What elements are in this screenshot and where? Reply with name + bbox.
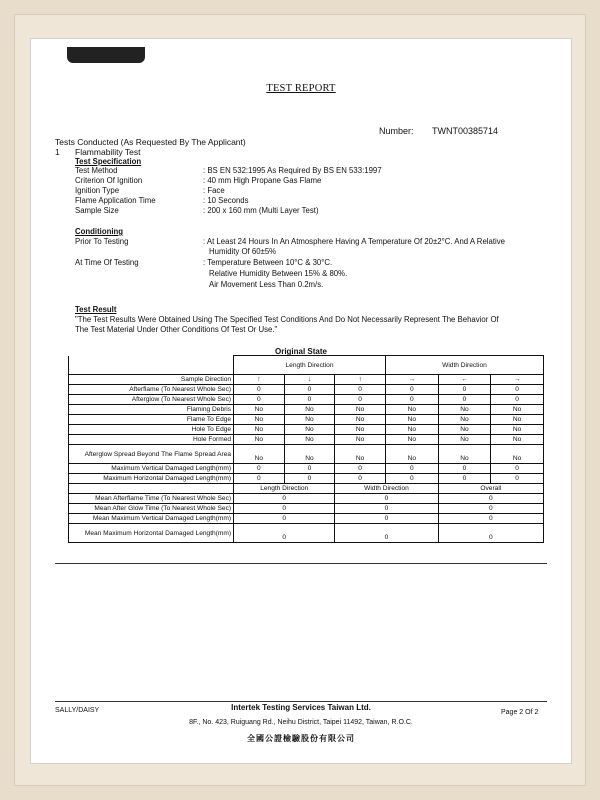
value-cell: 0	[438, 395, 491, 405]
summary-header: Length Direction	[234, 484, 335, 494]
value-cell: No	[234, 425, 285, 435]
value-cell: No	[335, 435, 386, 445]
value-cell: No	[335, 425, 386, 435]
value-cell: No	[234, 415, 285, 425]
document-page	[30, 38, 572, 764]
table-row	[69, 425, 544, 435]
value-cell: No	[438, 405, 491, 415]
spec-label: Ignition Type	[75, 186, 120, 195]
row-label: Maximum Vertical Damaged Length(mm)	[69, 464, 234, 474]
value-cell: 0	[335, 395, 386, 405]
value-cell: No	[284, 415, 335, 425]
value-cell: 0	[234, 464, 285, 474]
divider	[55, 701, 547, 702]
page-number: Page 2 Of 2	[501, 709, 539, 716]
table-row	[69, 375, 544, 385]
arrow-cell: ↑	[335, 375, 386, 385]
spec-value: : Face	[203, 186, 225, 195]
value-cell: No	[335, 445, 386, 464]
value-cell: 0	[438, 464, 491, 474]
cond-time-text: Air Movement Less Than 0.2m/s.	[209, 280, 324, 289]
value-cell: 0	[438, 504, 543, 514]
result-line: The Test Material Under Other Conditions Of Test Or Use."	[75, 325, 278, 334]
number-label: Number:	[379, 126, 414, 136]
value-cell: No	[491, 415, 544, 425]
value-cell: No	[284, 425, 335, 435]
row-label: Maximum Horizontal Damaged Length(mm)	[69, 474, 234, 484]
value-cell: No	[438, 435, 491, 445]
conditioning-heading: Conditioning	[75, 227, 124, 236]
arrow-cell: →	[385, 375, 438, 385]
arrow-cell: ←	[438, 375, 491, 385]
report-title: TEST REPORT	[266, 83, 336, 94]
value-cell: 0	[234, 494, 335, 504]
value-cell: No	[385, 405, 438, 415]
spec-label: Flame Application Time	[75, 196, 156, 205]
value-cell: 0	[438, 524, 543, 543]
value-cell: 0	[438, 494, 543, 504]
value-cell: No	[438, 445, 491, 464]
arrow-cell: →	[491, 375, 544, 385]
value-cell: No	[284, 405, 335, 415]
spec-label: Sample Size	[75, 206, 119, 215]
footer-initials: SALLY/DAISY	[55, 707, 100, 714]
results-table	[68, 355, 544, 543]
summary-header: Overall	[438, 484, 543, 494]
summary-row	[69, 504, 544, 514]
table-row	[69, 395, 544, 405]
value-cell: 0	[385, 474, 438, 484]
spec-label: Test Method	[75, 166, 118, 175]
row-label: Sample Direction	[69, 375, 234, 385]
value-cell: 0	[284, 474, 335, 484]
value-cell: 0	[234, 514, 335, 524]
row-label: Mean Maximum Vertical Damaged Length(mm)	[69, 514, 234, 524]
row-label: Mean Afterflame Time (To Nearest Whole Sec)	[69, 494, 234, 504]
spec-value: : 200 x 160 mm (Multi Layer Test)	[203, 206, 319, 215]
value-cell: 0	[438, 474, 491, 484]
table-cell	[69, 484, 234, 494]
row-label: Flaming Debris	[69, 405, 234, 415]
value-cell: 0	[335, 524, 438, 543]
value-cell: 0	[335, 385, 386, 395]
value-cell: 0	[234, 524, 335, 543]
footer-company: Intertek Testing Services Taiwan Ltd.	[231, 703, 371, 712]
value-cell: No	[385, 425, 438, 435]
value-cell: No	[491, 445, 544, 464]
binder-tab	[67, 47, 145, 63]
table-caption: Original State	[274, 347, 327, 356]
result-line: "The Test Results Were Obtained Using The Specified Test Conditions And Do Not Necessarily Represent The Behavior Of	[75, 315, 499, 324]
spec-value: : 40 mm High Propane Gas Flame	[203, 176, 322, 185]
value-cell: 0	[284, 385, 335, 395]
footer-address: 8F., No. 423, Ruiguang Rd., Neihu District, Taipei 11492, Taiwan, R.O.C.	[189, 719, 413, 726]
value-cell: 0	[385, 395, 438, 405]
row-label: Hole Formed	[69, 435, 234, 445]
value-cell: 0	[385, 464, 438, 474]
table-row	[69, 415, 544, 425]
value-cell: 0	[335, 474, 386, 484]
table-cell	[69, 356, 234, 375]
item-number: 1	[55, 147, 60, 157]
value-cell: No	[491, 405, 544, 415]
value-cell: No	[385, 445, 438, 464]
table-row	[69, 474, 544, 484]
summary-header-row	[69, 484, 544, 494]
row-label: Afterglow (To Nearest Whole Sec)	[69, 395, 234, 405]
row-label: Mean After Glow Time (To Nearest Whole Sec)	[69, 504, 234, 514]
summary-header: Width Direction	[335, 484, 438, 494]
cond-time-text: : Temperature Between 10°C & 30°C.	[203, 258, 333, 267]
value-cell: No	[491, 435, 544, 445]
footer-chinese-name: 全國公證檢驗股份有限公司	[247, 734, 355, 743]
value-cell: 0	[234, 385, 285, 395]
cond-time-text: Relative Humidity Between 15% & 80%.	[209, 269, 348, 278]
value-cell: No	[438, 425, 491, 435]
value-cell: No	[234, 445, 285, 464]
table-row	[69, 445, 544, 464]
value-cell: 0	[438, 385, 491, 395]
table-row	[69, 385, 544, 395]
row-label: Flame To Edge	[69, 415, 234, 425]
value-cell: 0	[335, 464, 386, 474]
row-label: Afterglow Spread Beyond The Flame Spread Area	[69, 445, 234, 464]
value-cell: 0	[385, 385, 438, 395]
value-cell: 0	[491, 385, 544, 395]
summary-row	[69, 514, 544, 524]
value-cell: 0	[284, 395, 335, 405]
result-heading: Test Result	[75, 305, 117, 314]
row-label: Afterflame (To Nearest Whole Sec)	[69, 385, 234, 395]
table-header-row	[69, 356, 544, 375]
result-text	[75, 315, 535, 335]
value-cell: 0	[335, 504, 438, 514]
row-label: Hole To Edge	[69, 425, 234, 435]
value-cell: 0	[491, 395, 544, 405]
value-cell: 0	[284, 464, 335, 474]
spec-heading: Test Specification	[75, 157, 142, 166]
item-title: Flammability Test	[75, 147, 141, 157]
cond-prior-text: Humidity Of 60±5%	[209, 247, 277, 256]
value-cell: No	[491, 425, 544, 435]
table-row	[69, 435, 544, 445]
summary-row	[69, 524, 544, 543]
arrow-cell: ↓	[284, 375, 335, 385]
cond-prior-text: : At Least 24 Hours In An Atmosphere Having A Temperature Of 20±2°C. And A Relative	[203, 237, 505, 246]
value-cell: No	[234, 405, 285, 415]
value-cell: 0	[335, 514, 438, 524]
cond-time-label: At Time Of Testing	[75, 258, 139, 267]
value-cell: No	[335, 405, 386, 415]
table-row	[69, 464, 544, 474]
length-direction-header: Length Direction	[234, 356, 386, 375]
cond-prior-label: Prior To Testing	[75, 237, 129, 246]
width-direction-header: Width Direction	[385, 356, 543, 375]
number-value: TWNT00385714	[432, 126, 499, 136]
value-cell: 0	[234, 504, 335, 514]
summary-rows	[69, 494, 544, 543]
value-cell: 0	[234, 474, 285, 484]
value-cell: No	[284, 435, 335, 445]
divider	[55, 563, 547, 564]
value-cell: 0	[438, 514, 543, 524]
value-cell: 0	[234, 395, 285, 405]
row-label: Mean Maximum Horizontal Damaged Length(mm)	[69, 524, 234, 543]
spec-value: : BS EN 532:1995 As Required By BS EN 533:1997	[203, 166, 382, 175]
value-cell: No	[438, 415, 491, 425]
value-cell: 0	[335, 494, 438, 504]
summary-row	[69, 494, 544, 504]
spec-value: : 10 Seconds	[203, 196, 249, 205]
value-cell: No	[385, 415, 438, 425]
value-cell: No	[234, 435, 285, 445]
arrow-cell: ↑	[234, 375, 285, 385]
spec-label: Criterion Of Ignition	[75, 176, 143, 185]
value-cell: 0	[491, 464, 544, 474]
table-row	[69, 405, 544, 415]
value-cell: No	[284, 445, 335, 464]
value-cell: No	[385, 435, 438, 445]
main-rows	[69, 385, 544, 484]
value-cell: No	[335, 415, 386, 425]
tests-conducted: Tests Conducted (As Requested By The Applicant)	[55, 137, 246, 147]
value-cell: 0	[491, 474, 544, 484]
